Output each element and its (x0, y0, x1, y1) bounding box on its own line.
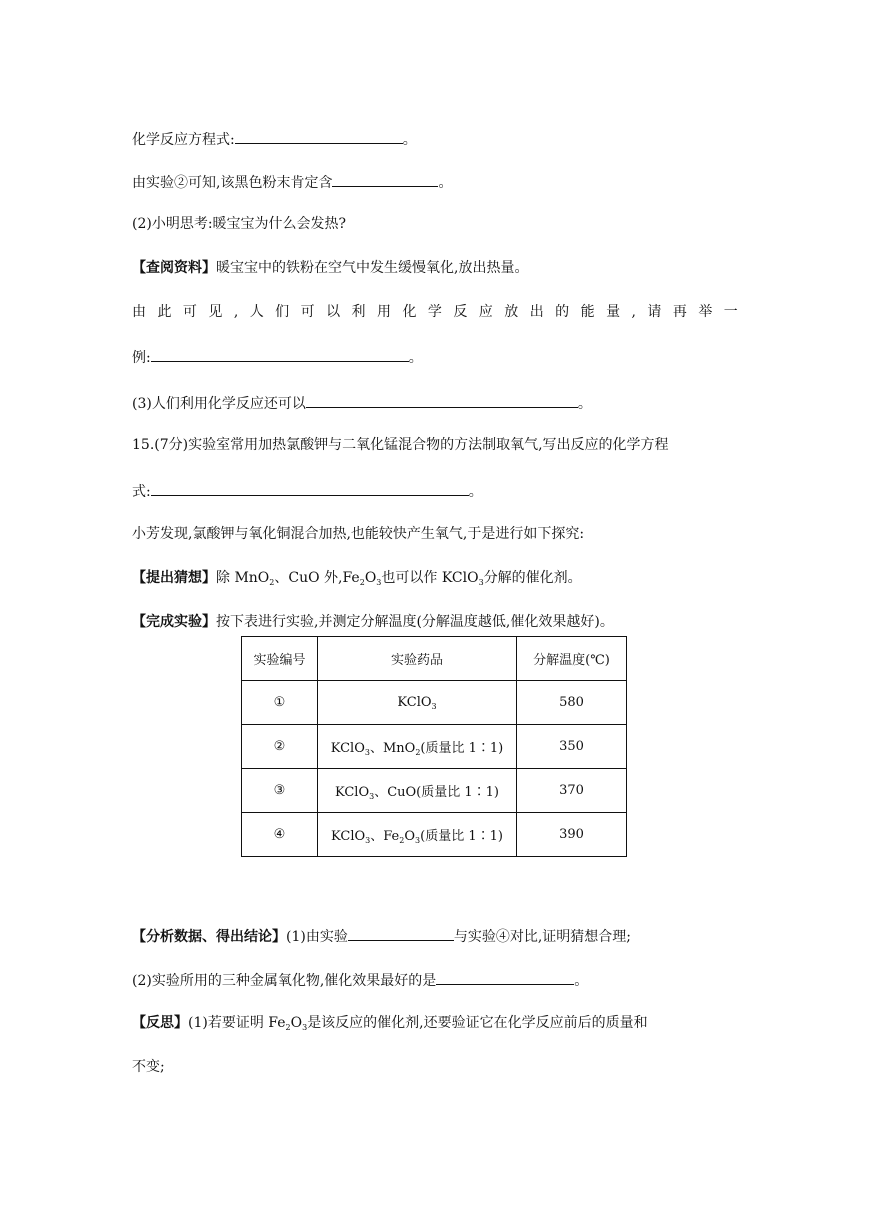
experiment-drug: KClO$_3$、MnO$_2$(质量比 1∶1) (318, 725, 517, 769)
formula-line: 式: 。 (132, 480, 483, 502)
section-heading: 【查阅资料】 (132, 260, 216, 276)
justified-char: 此 (157, 304, 172, 320)
justified-char: , (233, 304, 239, 320)
justified-char: 化 (402, 304, 417, 320)
justified-char: 举 (698, 304, 713, 320)
table-header-row (242, 637, 627, 681)
table-row (242, 813, 627, 857)
answer-blank-4[interactable] (306, 392, 578, 408)
experiment-drug: KClO$_3$ (318, 681, 517, 725)
table-row (242, 769, 627, 813)
table-row (242, 681, 627, 725)
equation-label: 化学反应方程式: (132, 132, 235, 148)
justified-char: 人 (249, 304, 264, 320)
decomposition-temp: 350 (517, 725, 627, 769)
question-3: (3)人们利用化学反应还可以 。 (132, 392, 592, 414)
experiment-id: ① (242, 681, 318, 725)
justified-char: 量 (606, 304, 621, 320)
answer-blank-3[interactable] (151, 346, 409, 362)
equation-line: 化学反应方程式: 。 (132, 128, 417, 150)
justified-char: 以 (326, 304, 341, 320)
experiment-table (241, 636, 627, 857)
section-heading: 【反思】 (132, 1015, 188, 1031)
justified-char: , (631, 304, 636, 320)
discovery-line: 小芳发现,氯酸钾与氧化铜混合加热,也能较快产生氧气,于是进行如下探究: (132, 526, 585, 542)
answer-blank-1[interactable] (235, 128, 403, 144)
justified-line (132, 302, 738, 322)
conclusion-line: 由实验②可知,该黑色粉末肯定含 。 (132, 171, 452, 193)
section-heading: 【分析数据、得出结论】 (132, 929, 286, 945)
experiment-id: ② (242, 725, 318, 769)
example-line: 例: 。 (132, 346, 423, 368)
justified-char: 出 (529, 304, 544, 320)
section-heading: 【提出猜想】 (132, 570, 216, 586)
justified-char: 学 (427, 304, 442, 320)
experiment-id: ④ (242, 813, 318, 857)
answer-blank-7[interactable] (436, 969, 574, 985)
hypothesis-line: 【提出猜想】除 MnO$_2$、CuO 外$,Fe_2O_3$也可以作 KClO$_3$分解的催化剂。 (132, 570, 582, 587)
experiment-line: 【完成实验】按下表进行实验,并测定分解温度(分解温度越低,催化效果越好)。 (132, 614, 614, 630)
table-header: 分解温度(℃) (517, 637, 627, 681)
table-header: 实验编号 (242, 637, 318, 681)
reflection-continued: 不变; (132, 1059, 165, 1075)
reference-line: 【查阅资料】暖宝宝中的铁粉在空气中发生缓慢氧化,放出热量。 (132, 260, 529, 276)
justified-char: 利 (351, 304, 366, 320)
conclusion-text: 由实验②可知,该黑色粉末肯定含 (132, 175, 333, 191)
question-2: (2)小明思考:暖宝宝为什么会发热? (132, 216, 347, 232)
section-heading: 【完成实验】 (132, 614, 216, 630)
justified-char: 放 (504, 304, 519, 320)
decomposition-temp: 390 (517, 813, 627, 857)
justified-char: 的 (555, 304, 570, 320)
justified-char: 应 (478, 304, 493, 320)
experiment-drug: KClO$_3$、CuO(质量比 1∶1) (318, 769, 517, 813)
answer-blank-5[interactable] (151, 480, 469, 496)
analysis-line: 【分析数据、得出结论】(1)由实验 与实验④对比,证明猜想合理; (132, 925, 631, 947)
experiment-drug: KClO$_3$、$Fe_2O_3$(质量比 1∶1) (318, 813, 517, 857)
answer-blank-2[interactable] (332, 171, 438, 187)
decomposition-temp: 370 (517, 769, 627, 813)
justified-char: 们 (275, 304, 290, 320)
justified-char: 可 (300, 304, 315, 320)
justified-char: 再 (672, 304, 687, 320)
table-row (242, 725, 627, 769)
justified-char: 见 (208, 304, 223, 320)
justified-char: 由 (132, 304, 146, 320)
justified-char: 用 (376, 304, 391, 320)
justified-char: 请 (647, 304, 662, 320)
experiment-id: ③ (242, 769, 318, 813)
justified-char: 反 (453, 304, 468, 320)
answer-blank-6[interactable] (348, 925, 454, 941)
reflection-line: 【反思】(1)若要证明 $Fe_2O_3$是该反应的催化剂,还要验证它在化学反应前后的质量和 (132, 1015, 648, 1032)
justified-char: 一 (723, 304, 738, 320)
best-catalyst-line: (2)实验所用的三种金属氧化物,催化效果最好的是 。 (132, 969, 588, 991)
decomposition-temp: 580 (517, 681, 627, 725)
question-15: 15.(7分)实验室常用加热氯酸钾与二氧化锰混合物的方法制取氧气,写出反应的化学方程 (132, 437, 669, 453)
justified-char: 能 (580, 304, 595, 320)
justified-char: 可 (182, 304, 197, 320)
table-header: 实验药品 (318, 637, 517, 681)
